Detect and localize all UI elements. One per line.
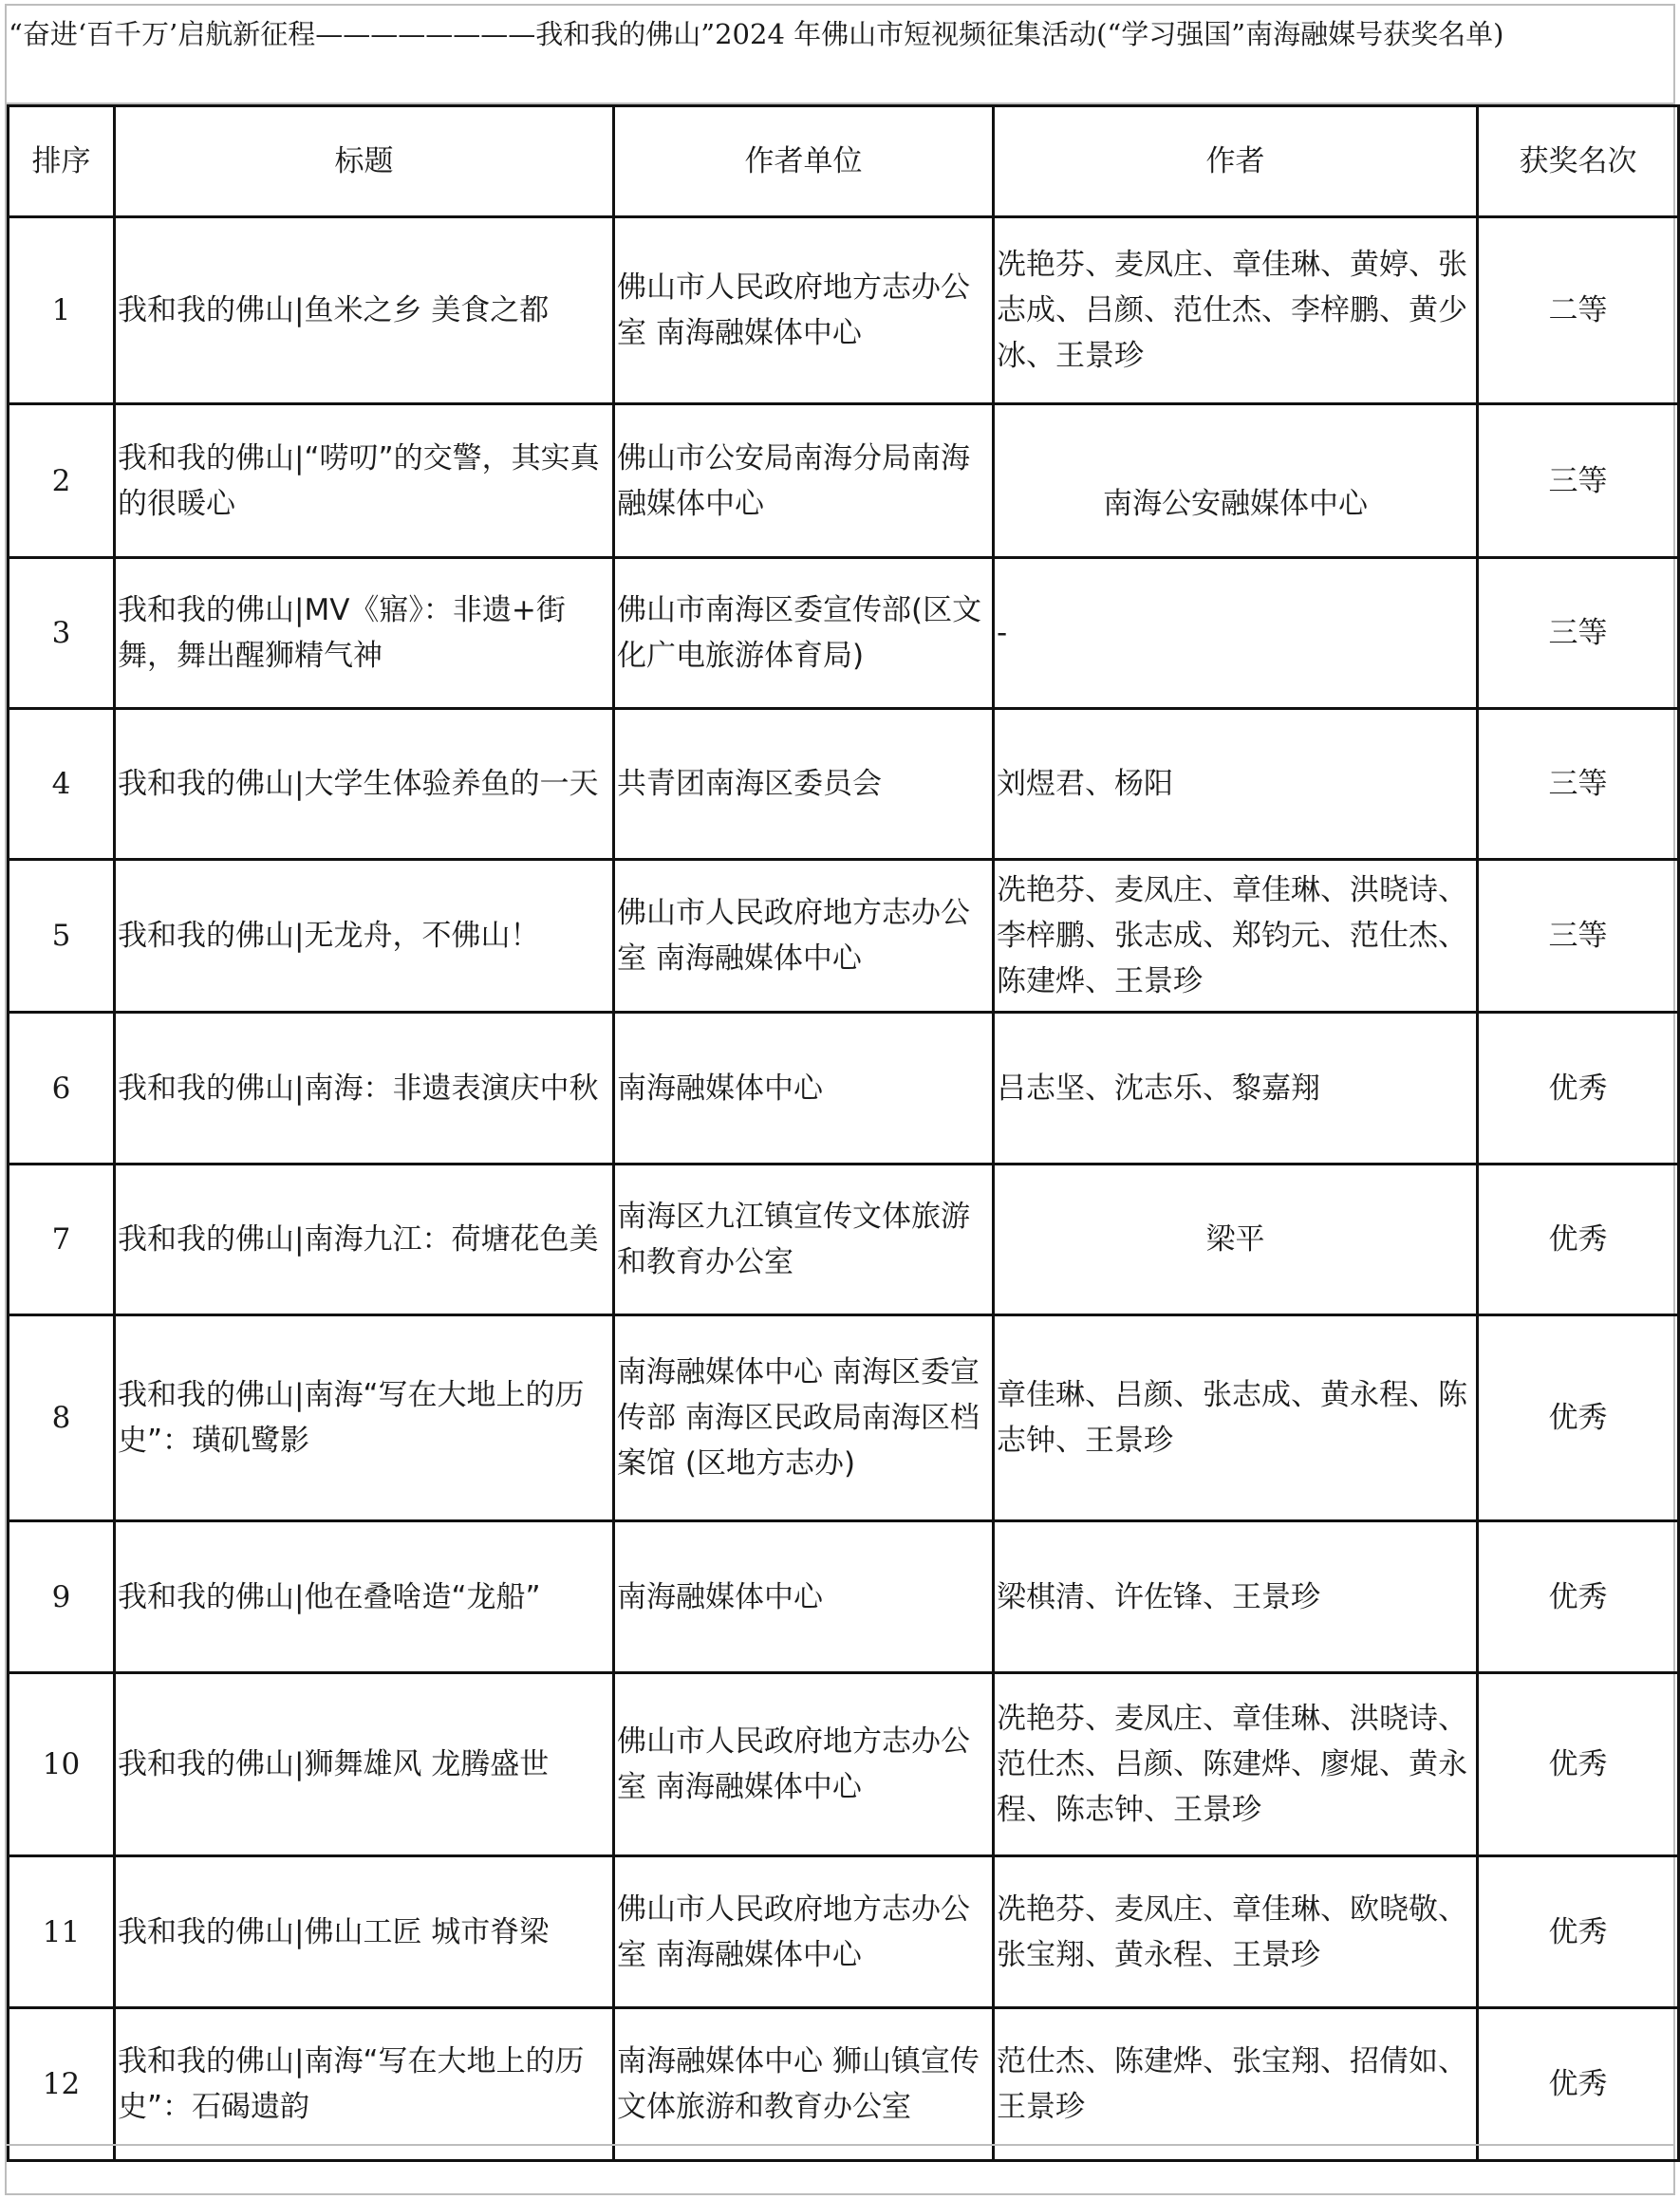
cell-award: 三等 bbox=[1478, 709, 1679, 860]
cell-title: 我和我的佛山|MV《寤》：非遗+街舞，舞出醒狮精气神 bbox=[115, 558, 614, 709]
table-row bbox=[9, 1856, 1679, 2008]
cell-title: 我和我的佛山|佛山工匠 城市脊梁 bbox=[115, 1856, 614, 2008]
cell-authors: 刘煜君、杨阳 bbox=[994, 709, 1478, 860]
cell-authors: - bbox=[994, 558, 1478, 709]
cell-authors: 南海公安融媒体中心 bbox=[994, 404, 1478, 558]
cell-rank: 4 bbox=[9, 709, 115, 860]
cell-title: 我和我的佛山|南海九江：荷塘花色美 bbox=[115, 1165, 614, 1315]
table-row bbox=[9, 860, 1679, 1013]
cell-rank: 7 bbox=[9, 1165, 115, 1315]
cell-rank: 2 bbox=[9, 404, 115, 558]
cell-award: 优秀 bbox=[1478, 1856, 1679, 2008]
cell-rank: 6 bbox=[9, 1013, 115, 1165]
cell-award: 二等 bbox=[1478, 217, 1679, 404]
cell-award: 优秀 bbox=[1478, 1165, 1679, 1315]
cell-award: 优秀 bbox=[1478, 1521, 1679, 1673]
cell-title: 我和我的佛山|他在叠啥造“龙船” bbox=[115, 1521, 614, 1673]
cell-title: 我和我的佛山|南海“写在大地上的历史”：璜矶鹭影 bbox=[115, 1315, 614, 1521]
cell-authors: 范仕杰、陈建烨、张宝翔、招倩如、王景珍 bbox=[994, 2008, 1478, 2161]
cell-authors: 冼艳芬、麦凤庄、章佳琳、黄婷、张志成、吕颜、范仕杰、李梓鹏、黄少冰、王景珍 bbox=[994, 217, 1478, 404]
cell-authors: 梁棋清、许佐锋、王景珍 bbox=[994, 1521, 1478, 1673]
cell-unit: 佛山市人民政府地方志办公室 南海融媒体中心 bbox=[614, 217, 994, 404]
table-row bbox=[9, 1165, 1679, 1315]
cell-rank: 3 bbox=[9, 558, 115, 709]
table-row bbox=[9, 1013, 1679, 1165]
cell-title: 我和我的佛山|南海“写在大地上的历史”：石碣遗韵 bbox=[115, 2008, 614, 2161]
cell-unit: 南海融媒体中心 bbox=[614, 1013, 994, 1165]
cell-unit: 南海融媒体中心 狮山镇宣传文体旅游和教育办公室 bbox=[614, 2008, 994, 2161]
table-row bbox=[9, 1521, 1679, 1673]
cell-authors: 冼艳芬、麦凤庄、章佳琳、洪晓诗、范仕杰、吕颜、陈建烨、廖焜、黄永程、陈志钟、王景珍 bbox=[994, 1673, 1478, 1856]
cell-title: 我和我的佛山|“唠叨”的交警，其实真的很暖心 bbox=[115, 404, 614, 558]
cell-award: 优秀 bbox=[1478, 2008, 1679, 2161]
document-sheet bbox=[5, 4, 1675, 2195]
cell-authors: 梁平 bbox=[994, 1165, 1478, 1315]
table-row bbox=[9, 2008, 1679, 2161]
cell-unit: 佛山市公安局南海分局南海融媒体中心 bbox=[614, 404, 994, 558]
cell-unit: 南海区九江镇宣传文体旅游和教育办公室 bbox=[614, 1165, 994, 1315]
cell-rank: 9 bbox=[9, 1521, 115, 1673]
table-row bbox=[9, 709, 1679, 860]
cell-award: 优秀 bbox=[1478, 1315, 1679, 1521]
cell-authors: 冼艳芬、麦凤庄、章佳琳、洪晓诗、李梓鹏、张志成、郑钧元、范仕杰、陈建烨、王景珍 bbox=[994, 860, 1478, 1013]
cell-unit: 南海融媒体中心 bbox=[614, 1521, 994, 1673]
header-title: 标题 bbox=[115, 106, 614, 217]
cell-unit: 佛山市人民政府地方志办公室 南海融媒体中心 bbox=[614, 1673, 994, 1856]
header-rank: 排序 bbox=[9, 106, 115, 217]
cell-unit: 佛山市人民政府地方志办公室 南海融媒体中心 bbox=[614, 860, 994, 1013]
table-row bbox=[9, 1673, 1679, 1856]
cell-rank: 12 bbox=[9, 2008, 115, 2161]
cell-rank: 1 bbox=[9, 217, 115, 404]
cell-title: 我和我的佛山|无龙舟，不佛山！ bbox=[115, 860, 614, 1013]
cell-rank: 11 bbox=[9, 1856, 115, 2008]
table-header-row bbox=[9, 106, 1679, 217]
table-row bbox=[9, 1315, 1679, 1521]
cell-award: 三等 bbox=[1478, 558, 1679, 709]
cell-unit: 南海融媒体中心 南海区委宣传部 南海区民政局南海区档案馆 (区地方志办) bbox=[614, 1315, 994, 1521]
table-row bbox=[9, 558, 1679, 709]
document-title: “奋进‘百千万’启航新征程————————我和我的佛山”2024 年佛山市短视频征集活动(“学习强国”南海融媒号获奖名单) bbox=[7, 6, 1673, 104]
cell-authors: 冼艳芬、麦凤庄、章佳琳、欧晓敬、张宝翔、黄永程、王景珍 bbox=[994, 1856, 1478, 2008]
cell-unit: 佛山市南海区委宣传部(区文化广电旅游体育局) bbox=[614, 558, 994, 709]
cell-title: 我和我的佛山|南海：非遗表演庆中秋 bbox=[115, 1013, 614, 1165]
table-row bbox=[9, 404, 1679, 558]
cell-award: 优秀 bbox=[1478, 1013, 1679, 1165]
header-authors: 作者 bbox=[994, 106, 1478, 217]
cell-title: 我和我的佛山|鱼米之乡 美食之都 bbox=[115, 217, 614, 404]
table-row bbox=[9, 217, 1679, 404]
document-footer-band bbox=[7, 2144, 1673, 2193]
cell-authors: 吕志坚、沈志乐、黎嘉翔 bbox=[994, 1013, 1478, 1165]
cell-award: 优秀 bbox=[1478, 1673, 1679, 1856]
cell-title: 我和我的佛山|大学生体验养鱼的一天 bbox=[115, 709, 614, 860]
cell-title: 我和我的佛山|狮舞雄风 龙腾盛世 bbox=[115, 1673, 614, 1856]
header-award: 获奖名次 bbox=[1478, 106, 1679, 217]
cell-rank: 10 bbox=[9, 1673, 115, 1856]
award-list-table bbox=[7, 104, 1680, 2162]
header-unit: 作者单位 bbox=[614, 106, 994, 217]
cell-unit: 共青团南海区委员会 bbox=[614, 709, 994, 860]
cell-award: 三等 bbox=[1478, 404, 1679, 558]
cell-rank: 8 bbox=[9, 1315, 115, 1521]
cell-award: 三等 bbox=[1478, 860, 1679, 1013]
cell-rank: 5 bbox=[9, 860, 115, 1013]
cell-authors: 章佳琳、吕颜、张志成、黄永程、陈志钟、王景珍 bbox=[994, 1315, 1478, 1521]
cell-unit: 佛山市人民政府地方志办公室 南海融媒体中心 bbox=[614, 1856, 994, 2008]
